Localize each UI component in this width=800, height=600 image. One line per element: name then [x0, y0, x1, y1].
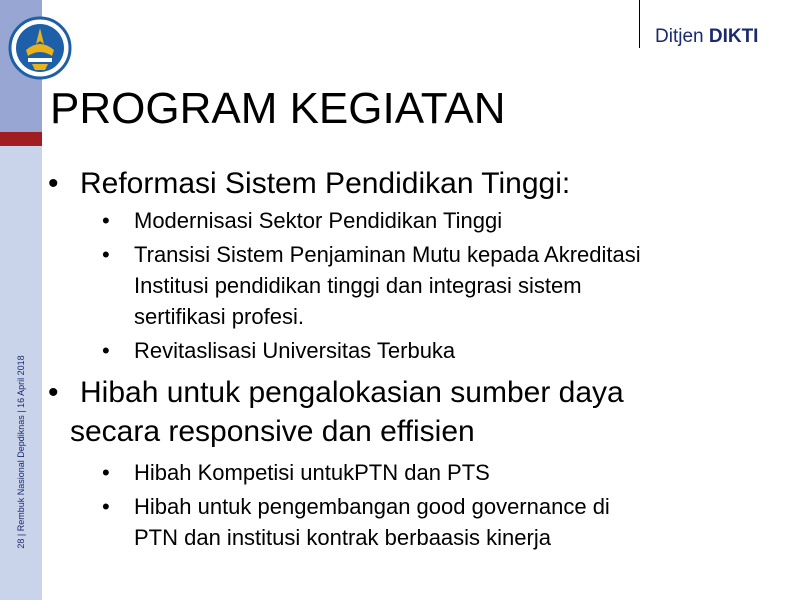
section-heading-text: secara responsive dan effisien — [70, 415, 475, 448]
bullet-icon: • — [102, 460, 110, 485]
organization-label — [655, 26, 758, 48]
list-item-text: PTN dan institusi kontrak berbaasis kinerja — [134, 525, 551, 550]
bullet-icon: • — [48, 376, 59, 409]
list-item-text: Hibah Kompetisi untukPTN dan PTS — [134, 460, 490, 485]
bullet-icon: • — [102, 208, 110, 233]
bullet-icon: • — [102, 242, 110, 267]
list-item-text: sertifikasi profesi. — [134, 304, 304, 329]
bullet-icon: • — [48, 167, 59, 200]
tut-wuri-handayani-logo-icon — [8, 14, 72, 82]
slide-title: PROGRAM KEGIATAN — [50, 84, 506, 133]
org-prefix: Ditjen — [655, 26, 704, 47]
section-heading-text: Reformasi Sistem Pendidikan Tinggi: — [80, 167, 571, 200]
sidebar-red-accent — [0, 132, 42, 146]
org-name: DIKTI — [708, 26, 759, 47]
bullet-icon: • — [102, 338, 110, 363]
slide-footer: 28 | Rembuk Nasional Depdiknas | 16 April 2018 — [16, 355, 26, 549]
bullet-icon: • — [102, 494, 110, 519]
section-heading-text: Hibah untuk pengalokasian sumber daya — [80, 376, 624, 409]
list-item-text: Hibah untuk pengembangan good governance di — [134, 494, 610, 519]
list-item-text: Modernisasi Sektor Pendidikan Tinggi — [134, 208, 503, 233]
list-item-text: Transisi Sistem Penjaminan Mutu kepada Akreditasi — [134, 242, 641, 267]
header-divider — [639, 0, 640, 48]
list-item-text: Institusi pendidikan tinggi dan integrasi sistem — [134, 273, 582, 298]
list-item-text: Revitaslisasi Universitas Terbuka — [134, 338, 456, 363]
